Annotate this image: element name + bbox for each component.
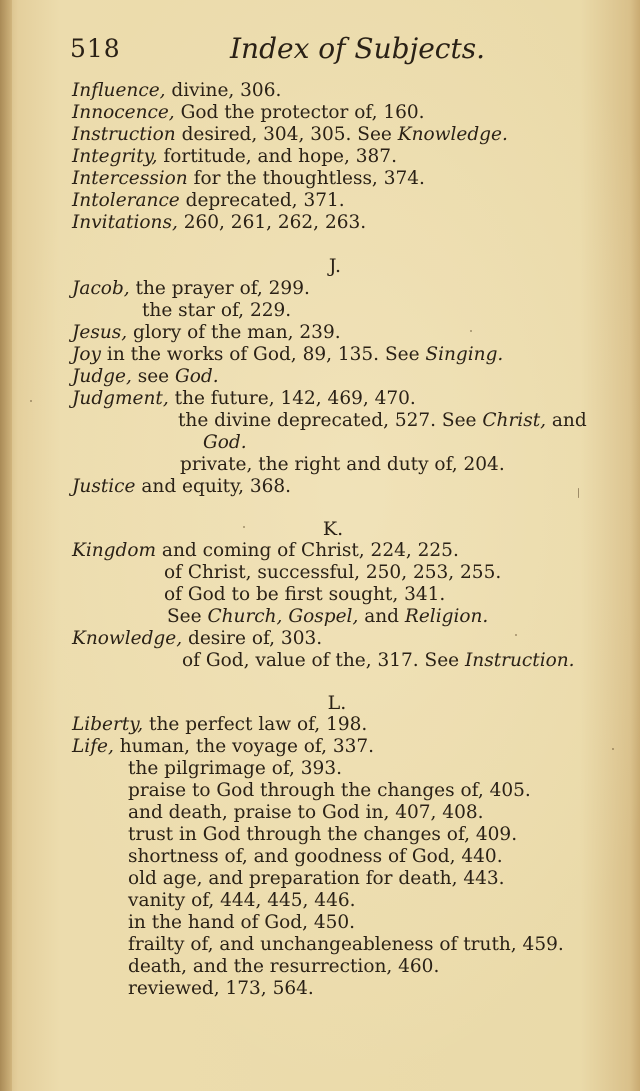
index-subentry: reviewed, 173, 564. (128, 978, 314, 999)
cross-reference: Singing. (425, 344, 504, 365)
paper-speck (30, 400, 32, 402)
index-entry (72, 124, 508, 146)
index-subentry: of God to be first sought, 341. (164, 584, 446, 605)
cross-reference: Religion. (404, 606, 489, 627)
entry-headword: Judge, (72, 366, 132, 387)
paper-speck (515, 634, 517, 636)
entry-text: glory of the man, 239. (127, 322, 341, 343)
index-subentry: of Christ, successful, 250, 253, 255. (164, 562, 502, 583)
index-subentry-continuation (203, 432, 247, 454)
index-entry (72, 366, 219, 388)
section-letter: J. (328, 255, 342, 277)
index-entry (72, 278, 310, 300)
entry-text: fortitude, and hope, 387. (157, 146, 397, 167)
index-entry (72, 476, 291, 498)
index-entry (72, 714, 367, 736)
entry-headword: Instruction (72, 124, 176, 145)
index-entry (72, 344, 503, 366)
entry-text: the divine deprecated, 527. See (178, 410, 483, 431)
index-entry (72, 212, 366, 234)
cross-reference: Instruction. (464, 650, 575, 671)
index-subentry: frailty of, and unchangeableness of truth, 459. (128, 934, 564, 955)
entry-text: deprecated, 371. (179, 190, 345, 211)
index-subentry: in the hand of God, 450. (128, 912, 356, 933)
entry-text-tail: and (546, 410, 587, 431)
paper-speck (243, 526, 245, 528)
entry-text: for the thoughtless, 374. (187, 168, 425, 189)
index-subentry: death, and the resurrection, 460. (128, 956, 440, 977)
index-entry (72, 388, 416, 410)
entry-headword: Integrity, (72, 146, 158, 167)
index-entry (72, 736, 374, 758)
entry-headword: Life, (72, 736, 114, 757)
index-entry (72, 80, 281, 102)
entry-headword: Judgment, (72, 388, 169, 409)
entry-text: and (358, 606, 405, 627)
index-entry (72, 322, 341, 344)
entry-text: God the protector of, 160. (174, 102, 425, 123)
index-entry (72, 102, 425, 124)
cross-reference: Gospel, (288, 606, 359, 627)
entry-headword: Kingdom (72, 540, 157, 561)
index-subentry: private, the right and duty of, 204. (180, 454, 505, 475)
cross-reference: God. (203, 432, 247, 453)
entry-text: in the works of God, 89, 135. See (101, 344, 426, 365)
index-subentry (182, 650, 575, 672)
paper-speck (578, 488, 579, 498)
entry-text: See (167, 606, 208, 627)
cross-reference: God. (175, 366, 219, 387)
entry-headword: Justice (72, 476, 136, 497)
section-letter: L. (327, 692, 347, 714)
entry-headword: Intercession (72, 168, 188, 189)
entry-headword: Knowledge, (72, 628, 183, 649)
index-subentry: vanity of, 444, 445, 446. (128, 890, 356, 911)
entry-text: desire of, 303. (182, 628, 323, 649)
cross-reference: Knowledge. (397, 124, 508, 145)
running-title: Index of Subjects. (230, 32, 485, 65)
entry-text: the future, 142, 469, 470. (168, 388, 416, 409)
index-entry (72, 190, 345, 212)
page-number: 518 (70, 34, 121, 63)
entry-headword: Influence, (72, 80, 166, 101)
section-letter: K. (322, 518, 344, 540)
index-entry (72, 540, 459, 562)
page-header (70, 32, 590, 72)
entry-headword: Innocence, (72, 102, 175, 123)
paper-speck (612, 748, 614, 750)
index-subentry: praise to God through the changes of, 405. (128, 780, 531, 801)
index-subentry (178, 410, 587, 432)
index-entry (72, 628, 322, 650)
entry-text: the prayer of, 299. (129, 278, 310, 299)
index-subentry: the star of, 229. (142, 300, 292, 321)
paper-speck (470, 330, 472, 332)
entry-text: of God, value of the, 317. See (182, 650, 465, 671)
index-subentry: old age, and preparation for death, 443. (128, 868, 505, 889)
cross-reference: Christ, (482, 410, 547, 431)
entry-text: divine, 306. (165, 80, 282, 101)
index-subentry: shortness of, and goodness of God, 440. (128, 846, 503, 867)
entry-text: see (131, 366, 176, 387)
entry-headword: Invitations, (72, 212, 178, 233)
index-entry (72, 168, 425, 190)
cross-reference: Church, (207, 606, 283, 627)
index-subentry: and death, praise to God in, 407, 408. (128, 802, 484, 823)
entry-text: the perfect law of, 198. (143, 714, 368, 735)
entry-headword: Intolerance (72, 190, 180, 211)
entry-headword: Jacob, (72, 278, 130, 299)
entry-headword: Joy (72, 344, 102, 365)
entry-text: and coming of Christ, 224, 225. (156, 540, 459, 561)
entry-text: 260, 261, 262, 263. (177, 212, 367, 233)
entry-text: and equity, 368. (135, 476, 292, 497)
index-subentry (167, 606, 488, 628)
entry-text: human, the voyage of, 337. (113, 736, 375, 757)
index-subentry: the pilgrimage of, 393. (128, 758, 342, 779)
index-subentry: trust in God through the changes of, 409. (128, 824, 518, 845)
entry-headword: Liberty, (72, 714, 144, 735)
index-entry (72, 146, 397, 168)
entry-headword: Jesus, (72, 322, 128, 343)
entry-text: desired, 304, 305. See (175, 124, 398, 145)
page-gutter-shadow (0, 0, 12, 1091)
